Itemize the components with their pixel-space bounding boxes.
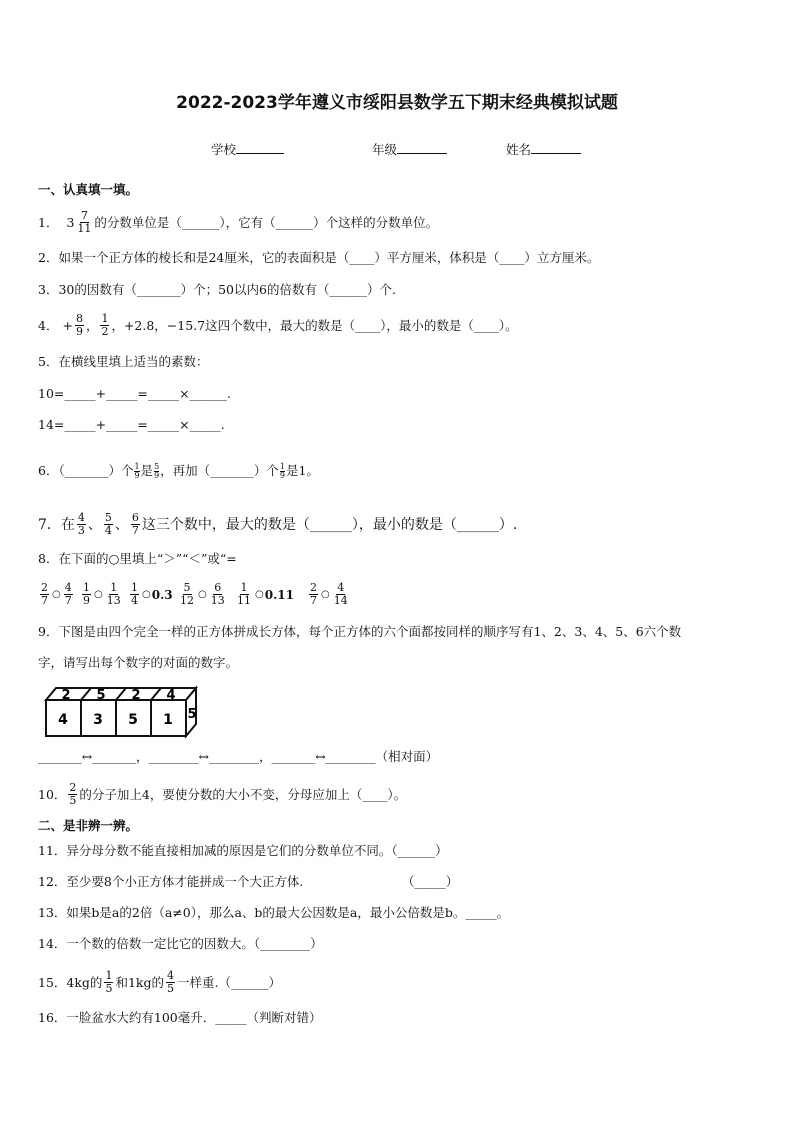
fraction: $\frac{8}{9}$	[75, 312, 83, 338]
front-label: 1	[163, 712, 173, 728]
question-5: 5．在横线里填上适当的素数：	[38, 354, 209, 369]
question-9-line-2: 字，请写出每个数字的对面的数字。	[38, 655, 239, 670]
comparison-item: $\frac{2}{7}$ ○ $\frac{4}{7}$	[41, 581, 72, 607]
question-6: 6．（_______）个 1 9 是 5 9 ，再加（_______）个 1 9 是1。	[38, 461, 319, 480]
question-12: 12．至少要8个小正方体才能拼成一个大正方体.	[38, 874, 304, 889]
fraction: $\frac{5}{4}$	[104, 511, 112, 537]
side-label: 5	[187, 707, 197, 722]
fraction: 1 9	[134, 461, 140, 480]
front-label: 4	[58, 712, 68, 728]
comparison-item: $\frac{5}{12}$ ○ $\frac{6}{13}$	[180, 581, 225, 607]
fraction: $\frac{6}{7}$	[131, 511, 139, 537]
question-7: 7．在 $\frac{4}{3}$ 、 $\frac{5}{4}$ 、 $\frac{6}{7}$ 这三个数中，最大的数是（______），最小的数是（______）.	[38, 511, 518, 537]
comparison-item: $\frac{1}{4}$ ○ 0.3	[131, 581, 173, 607]
cube-diagram	[38, 684, 202, 740]
front-label: 5	[128, 712, 138, 728]
question-11: 11．异分母分数不能直接相加减的原因是它们的分数单位不同。（______）	[38, 843, 448, 858]
question-5-line-b: 14=_____+_____=_____×_____.	[38, 417, 225, 432]
comparison-item: $\frac{1}{9}$ ○ $\frac{1}{13}$	[83, 581, 121, 607]
school-field: 学校	[211, 141, 284, 159]
top-label: 5	[96, 688, 106, 703]
question-1: 1． 3 $\frac{7}{11}$ 的分数单位是（______），它有（______）个这样的分数单位。	[38, 209, 439, 235]
top-label: 2	[131, 688, 141, 703]
fraction: $\frac{4}{3}$	[77, 511, 85, 537]
question-16: 16．一脸盆水大约有100毫升．_____（判断对错）	[38, 1010, 322, 1025]
question-5-line-a: 10=_____+_____=_____×______.	[38, 386, 232, 401]
top-label: 4	[166, 688, 176, 703]
fraction: $\frac{7}{11}$	[77, 209, 92, 235]
question-15: 15．4kg的 $\frac{1}{5}$ 和1kg的 $\frac{4}{5}$ 一样重.（______）	[38, 969, 281, 995]
comparison-item: $\frac{1}{11}$ ○ 0.11	[237, 581, 294, 607]
fraction: 1 9	[279, 461, 286, 480]
fraction: $\frac{2}{5}$	[69, 781, 77, 807]
fraction: 5 9	[154, 461, 160, 480]
fraction: $\frac{1}{5}$	[105, 969, 113, 995]
section-1-heading: 一、认真填一填。	[38, 182, 139, 197]
section-2-heading: 二、是非辨一辨。	[38, 818, 139, 833]
question-3: 3．30的因数有（_______）个；50以内6的倍数有（______）个.	[38, 282, 396, 297]
grade-field: 年级	[372, 141, 447, 159]
question-14: 14．一个数的倍数一定比它的因数大。（________）	[38, 936, 323, 951]
question-2: 2．如果一个正方体的棱长和是24厘米，它的表面积是（____）平方厘米，体积是（____）立方厘米。	[38, 250, 600, 265]
question-4: 4． + $\frac{8}{9}$ ， $\frac{1}{2}$ ，+2.8，−15.7这四个数中，最大的数是（____），最小的数是（____）。	[38, 312, 518, 338]
top-label: 2	[61, 688, 71, 703]
question-12-answer: （_____）	[402, 874, 459, 889]
page-title: 2022-2023学年遵义市绥阳县数学五下期末经典模拟试题	[176, 93, 618, 113]
question-9-answer: _______↔_______，________↔________，_______↔________（相对面）	[38, 749, 439, 764]
question-13: 13．如果b是a的2倍（a≠0），那么a、b的最大公因数是a，最小公倍数是b。_____。	[38, 905, 510, 920]
front-label: 3	[93, 712, 103, 728]
comparison-item: $\frac{2}{7}$ ○ $\frac{4}{14}$	[310, 581, 348, 607]
fraction: $\frac{4}{5}$	[166, 969, 174, 995]
name-field: 姓名	[506, 141, 581, 159]
question-10: 10． $\frac{2}{5}$ 的分子加上4，要使分数的大小不变，分母应加上（____）。	[38, 781, 407, 807]
question-9: 9．下图是由四个完全一样的正方体拼成长方体，每个正方体的六个面都按同样的顺序写有1、2、3、4、5、6六个数	[38, 624, 682, 639]
fraction: $\frac{1}{2}$	[101, 312, 109, 338]
question-8: 8．在下面的○里填上“＞”“＜”或“=	[38, 551, 237, 566]
